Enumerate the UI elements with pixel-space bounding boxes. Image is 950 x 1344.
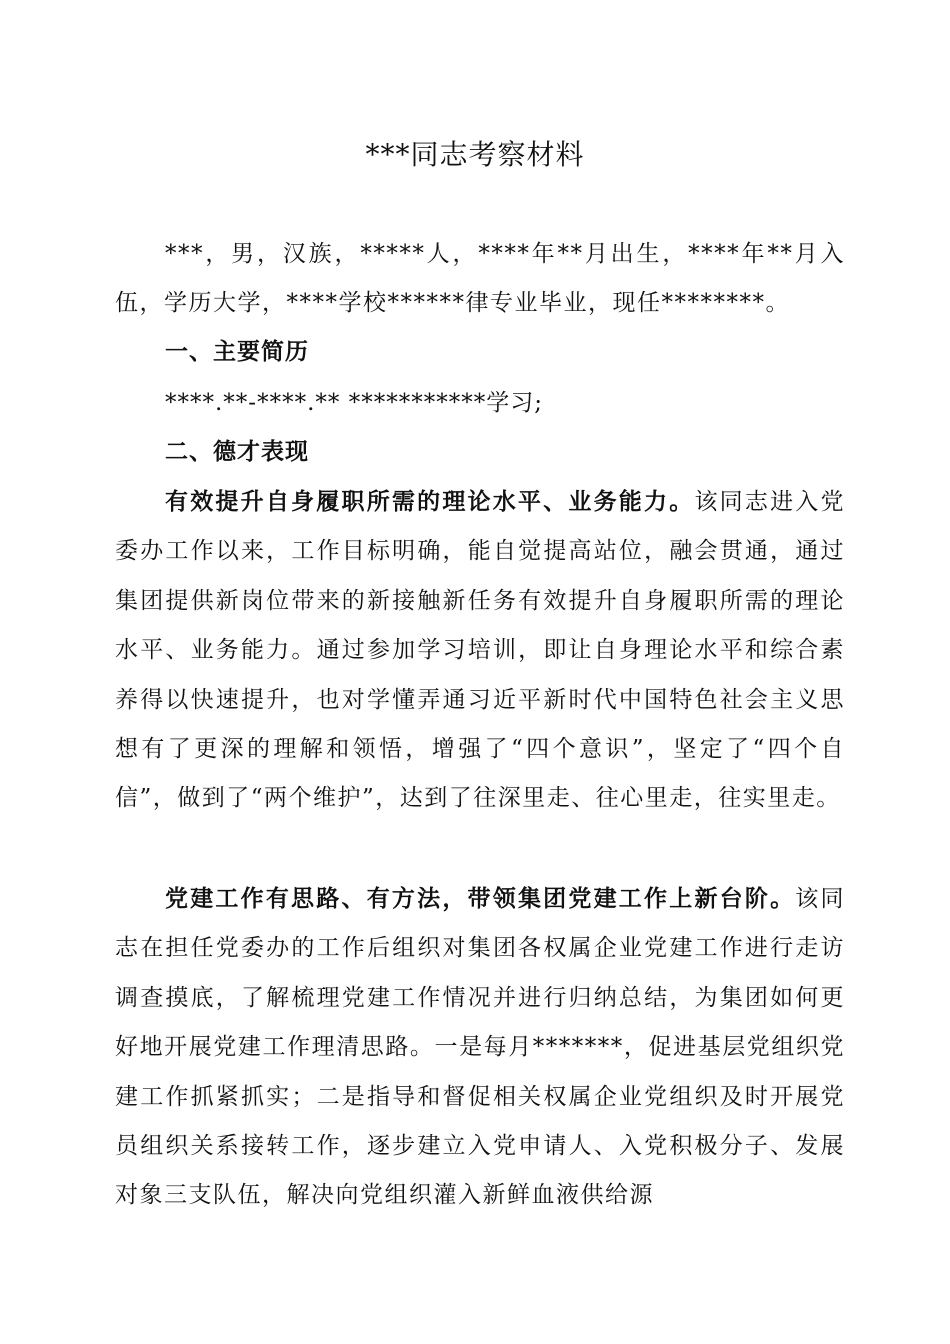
section-heading-resume: 一、主要简历 (165, 339, 309, 365)
document-title: ***同志考察材料 (365, 138, 585, 171)
paragraph-2-text: 该同志在担任党委办的工作后组织对集团各权属企业党建工作进行走访调查摸底，了解梳理党建工作情况并进行归纳总结，为集团如何更好地开展党建工作理清思路。一是每月*******，促进基层党组织党建工作抓紧抓实；二是指导和督促相关权属企业党组织及时开展党员组织关系接转工作，逐步建立入党申请人、入党积极分子、发展对象三支队伍，解决向党组织灌入新鲜血液供给源 (115, 886, 846, 1209)
paragraph-1-lead: 有效提升自身履职所需的理论水平、业务能力。 (165, 489, 695, 515)
intro-paragraph: ***，男，汉族，*****人，****年**月出生，****年**月入伍，学历大学，****学校******律专业毕业，现任********。 (115, 241, 845, 317)
performance-paragraph-2 (115, 875, 845, 1221)
paragraph-2-lead: 党建工作有思路、有方法，带领集团党建工作上新台阶。 (165, 886, 796, 912)
performance-paragraph-1 (115, 478, 845, 824)
paragraph-1-text: 该同志进入党委办工作以来，工作目标明确，能自觉提高站位，融会贯通，通过集团提供新岗位带来的新接触新任务有效提升自身履职所需的理论水平、业务能力。通过参加学习培训，即让自身理论水平和综合素养得以快速提升，也对学懂弄通习近平新时代中国特色社会主义思想有了更深的理解和领悟，增强了“四个意识”，坚定了“四个自信”，做到了“两个维护”，达到了往深里走、往心里走，往实里走。 (115, 489, 846, 812)
section-heading-performance: 二、德才表现 (165, 439, 309, 465)
resume-entry: ****.**-****.** ***********学习; (165, 390, 543, 416)
